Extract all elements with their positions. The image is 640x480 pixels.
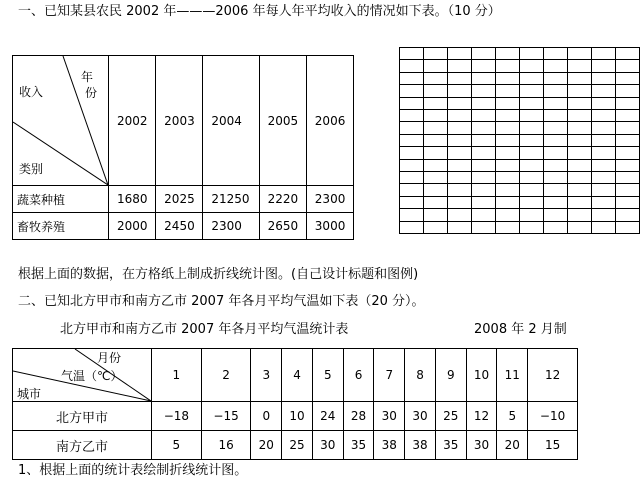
month-header: 6 bbox=[343, 349, 374, 402]
month-header: 4 bbox=[282, 349, 313, 402]
table-cell: 25 bbox=[282, 431, 313, 460]
month-header: 5 bbox=[312, 349, 343, 402]
year-header: 2003 bbox=[156, 56, 203, 186]
month-header: 7 bbox=[374, 349, 405, 402]
corner-income-label: 收入 bbox=[19, 85, 44, 99]
temperature-table-title: 北方甲市和南方乙市 2007 年各月平均气温统计表 bbox=[60, 322, 349, 337]
table-cell: 35 bbox=[435, 431, 466, 460]
grid-paper bbox=[399, 47, 640, 235]
table-cell: 2000 bbox=[109, 213, 156, 240]
table-cell: 30 bbox=[466, 431, 497, 460]
table-cell: 16 bbox=[201, 431, 251, 460]
row-label: 蔬菜种植 bbox=[13, 186, 109, 213]
year-header: 2005 bbox=[259, 56, 306, 186]
table-cell: 20 bbox=[497, 431, 528, 460]
table-cell: 38 bbox=[405, 431, 436, 460]
table-cell: −10 bbox=[528, 402, 578, 431]
question-1-heading: 一、已知某县农民 2002 年———2006 年每人年平均收入的情况如下表。（10 分） bbox=[18, 4, 501, 19]
row-label: 畜牧养殖 bbox=[13, 213, 109, 240]
table-cell: 24 bbox=[312, 402, 343, 431]
income-header-row bbox=[13, 56, 354, 186]
table-cell: 30 bbox=[312, 431, 343, 460]
month-header: 2 bbox=[201, 349, 251, 402]
income-table bbox=[12, 55, 354, 240]
question-2-heading: 二、已知北方甲市和南方乙市 2007 年各月平均气温如下表（20 分）。 bbox=[18, 294, 425, 309]
year-header: 2006 bbox=[306, 56, 353, 186]
table-cell: 1680 bbox=[109, 186, 156, 213]
table-cell: 2300 bbox=[203, 213, 259, 240]
table-cell: 5 bbox=[152, 431, 202, 460]
corner-month-label: 月份 bbox=[97, 351, 122, 365]
table-cell: 2220 bbox=[259, 186, 306, 213]
table-cell: 12 bbox=[466, 402, 497, 431]
diagonal-header-cell bbox=[13, 349, 152, 402]
table-cell: 0 bbox=[251, 402, 282, 431]
table-cell: 10 bbox=[282, 402, 313, 431]
month-header: 1 bbox=[152, 349, 202, 402]
table-cell: −18 bbox=[152, 402, 202, 431]
month-header: 9 bbox=[435, 349, 466, 402]
table-row bbox=[13, 186, 354, 213]
table-cell: 25 bbox=[435, 402, 466, 431]
table-cell: 2450 bbox=[156, 213, 203, 240]
month-header: 10 bbox=[466, 349, 497, 402]
corner-year-char-1: 年 bbox=[81, 70, 94, 84]
table-row bbox=[13, 402, 578, 431]
corner-year-char-2: 份 bbox=[85, 86, 98, 100]
table-cell: 28 bbox=[343, 402, 374, 431]
temperature-table bbox=[12, 348, 578, 460]
month-header: 11 bbox=[497, 349, 528, 402]
year-header: 2004 bbox=[203, 56, 259, 186]
table-cell: −15 bbox=[201, 402, 251, 431]
table-cell: 21250 bbox=[203, 186, 259, 213]
month-header: 3 bbox=[251, 349, 282, 402]
table-cell: 2300 bbox=[306, 186, 353, 213]
table-cell: 2025 bbox=[156, 186, 203, 213]
month-header: 8 bbox=[405, 349, 436, 402]
corner-category-label: 类别 bbox=[19, 162, 44, 176]
diagonal-header-cell bbox=[13, 56, 109, 186]
corner-temp-label: 气温（℃） bbox=[61, 369, 123, 383]
table-cell: 2650 bbox=[259, 213, 306, 240]
table-cell: 38 bbox=[374, 431, 405, 460]
corner-city-label: 城市 bbox=[17, 387, 42, 401]
table-cell: 20 bbox=[251, 431, 282, 460]
table-row bbox=[13, 213, 354, 240]
table-cell: 30 bbox=[374, 402, 405, 431]
table-cell: 30 bbox=[405, 402, 436, 431]
table-cell: 35 bbox=[343, 431, 374, 460]
table-row bbox=[13, 431, 578, 460]
date-note: 2008 年 2 月制 bbox=[474, 322, 567, 337]
month-header: 12 bbox=[528, 349, 578, 402]
row-label: 北方甲市 bbox=[13, 402, 152, 431]
question-1-instruction: 根据上面的数据，在方格纸上制成折线统计图。(自己设计标题和图例) bbox=[18, 267, 419, 282]
table-cell: 5 bbox=[497, 402, 528, 431]
row-label: 南方乙市 bbox=[13, 431, 152, 460]
task-1: 1、根据上面的统计表绘制折线统计图。 bbox=[18, 463, 248, 478]
temperature-header-row bbox=[13, 349, 578, 402]
year-header: 2002 bbox=[109, 56, 156, 186]
table-cell: 3000 bbox=[306, 213, 353, 240]
table-cell: 15 bbox=[528, 431, 578, 460]
